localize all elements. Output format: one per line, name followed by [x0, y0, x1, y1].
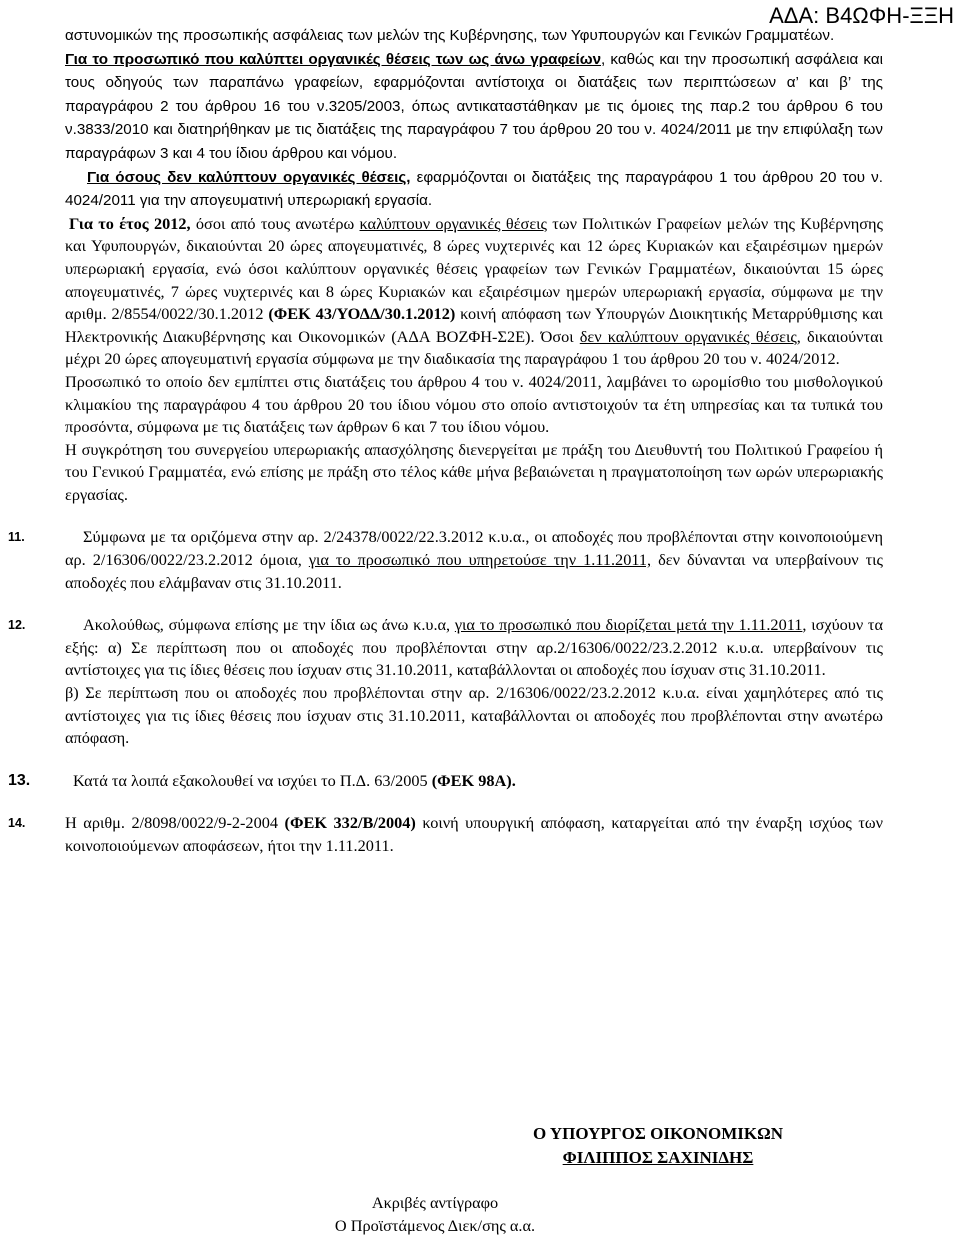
document-body — [8, 24, 884, 858]
item-11-number: 11. — [8, 530, 25, 545]
paragraph-2-text: , καθώς και την προσωπική ασφάλεια και τους οδηγούς των παραπάνω γραφείων, εφαρμόζονται αντίστοιχα οι διατάξεις των περιπτώσεων α’ και β’ της παραγράφου 2 του άρθρου 16 του ν.3205/2003, όπως αντικαταστάθηκαν με τις όμοιες της παρ.2 του άρθρου 6 του ν.3833/2010 και διατηρήθηκαν με τις διατάξεις της παραγράφου 7 του άρθρου 20 του ν. 4024/2011 με την επιφύλαξη των παραγράφων 3 και 4 του ίδιου άρθρου και νόμου. — [65, 50, 883, 162]
item-14-text-b: κοινή υπουργική απόφαση, καταργείται από την έναρξη ισχύος των κοινοποιούμενων αποφάσεων, ήτοι την 1.11.2011. — [65, 813, 884, 855]
item-11-underline: για το προσωπικό που υπηρετούσε την 1.11.2011, — [308, 550, 652, 570]
paragraph-5: Προσωπικό το οποίο δεν εμπίπτει στις διατάξεις του άρθρου 4 του ν. 4024/2011, λαμβάνει το ωρομίσθιο του μισθολογικού κλιμακίου της παραγράφου 4 του άρθρου 20 του ίδιου νόμου στο οποίο αντιστοιχούν τα έτη υπηρεσίας και τα τυπικά του προσόντα, σύμφωνα με τις διατάξεις των άρθρων 6 και 7 του ίδιου νόμου. — [65, 371, 883, 437]
paragraph-4-text-d: , δικαιούνται μέχρι 20 ώρες απογευματινή εργασία σύμφωνα με την διαδικασία της παραγράφου 1 του άρθρου 20 του ν. 4024/2012. — [65, 326, 883, 369]
item-11-text — [65, 526, 883, 594]
item-12-text-rest: , ισχύουν τα εξής: α) Σε περίπτωση που οι αποδοχές που προβλέπονται στην αρ.2/16306/0022/23.2.2012 κ.υ.α. υπερβαίνουν τις αντίστοιχες για τις ίδιες θέσεις που ίσχυαν στις 31.10.2011, καταβάλλονται οι αποδοχές που ίσχυαν στις 31.10.2011. — [65, 615, 884, 680]
paragraph-4-lead: Για το έτος 2012, — [69, 213, 191, 233]
paragraph-4-underline-a: καλύπτουν οργανικές θέσεις — [359, 213, 547, 233]
paragraph-3 — [65, 166, 883, 213]
paragraph-3-text: εφαρμόζονται οι διατάξεις της παραγράφου 1 του άρθρου 20 του ν. 4024/2011 για την απογευματινή υπερωριακή εργασία. — [65, 168, 883, 210]
signature-block — [498, 1122, 818, 1170]
paragraph-3-lead: Για όσους δεν καλύπτουν οργανικές θέσεις, — [87, 168, 411, 186]
item-14-text-a: Η αριθμ. 2/8098/0022/9-2-2004 — [65, 813, 285, 833]
item-14-number: 14. — [8, 816, 26, 831]
item-14-fek: (ΦΕΚ 332/Β/2004) — [284, 813, 416, 833]
item-12-underline: για το προσωπικό που διορίζεται μετά την 1.11.2011 — [454, 615, 803, 635]
paragraph-1-text: αστυνομικών της προσωπικής ασφάλειας των μελών της Κυβέρνησης, των Υφυπουργών και Γενικών Γραμματέων. — [65, 27, 835, 44]
certified-copy-label: Ακριβές αντίγραφο — [371, 1193, 499, 1212]
item-11-text-b: δεν δύνανται να υπερβαίνουν τις αποδοχές που ελάμβαναν στις 31.10.2011. — [65, 550, 884, 592]
certified-copy-block — [305, 1192, 565, 1237]
paragraph-6: Η συγκρότηση του συνεργείου υπερωριακής απασχόλησης διενεργείται με πράξη του Διευθυντή του Πολιτικού Γραφείου ή του Γενικού Γραμματέα, ενώ επίσης με πράξη στο τέλος κάθε μήνα βεβαιώνεται η πραγματοποίηση των ωρών υπερωριακής εργασίας. — [65, 439, 883, 504]
paragraph-4-text-b: των Πολιτικών Γραφείων μελών της Κυβέρνησης και Υφυπουργών, δικαιούνται 20 ώρες απογευματινές, 8 ώρες νυχτερινές και 12 ώρες Κυριακών και εξαιρέσιμων ημερών υπερωριακή εργασία, ενώ όσοι καλύπτουν οργανικές θέσεις γραφείων των Γενικών Γραμματέων, δικαιούνται 15 ώρες απογευματινές, 7 ώρες νυχτερινές και 8 ώρες Κυριακών και εξαιρέσιμων ημερών υπερωριακή εργασία, σύμφωνα με την αριθμ. 2/8554/0022/30.1.2012 — [65, 213, 883, 324]
paragraph-4-text-c: κοινή απόφαση των Υπουργών Διοικητικής Μεταρρύθμισης και Ηλεκτρονικής Διακυβέρνησης και Οικονομικών (ΑΔΑ ΒΟΖΦΗ-Σ2Ε). Όσοι — [65, 304, 883, 346]
item-11 — [8, 526, 884, 594]
item-13-text — [65, 770, 883, 793]
item-14 — [8, 812, 884, 857]
paragraph-4 — [65, 213, 883, 371]
item-11-text-a: Σύμφωνα με τα οριζόμενα στην αρ. 2/24378/0022/22.3.2012 κ.υ.α., οι αποδοχές που προβλέπονται στην κοινοποιούμενη αρ. 2/16306/0022/23.2.2012 όμοια, — [65, 527, 883, 570]
item-13-number: 13. — [8, 771, 31, 789]
item-12 — [8, 614, 884, 750]
paragraph-2 — [65, 48, 883, 166]
item-14-text — [65, 812, 883, 857]
paragraph-4-underline-b: δεν καλύπτουν οργανικές θέσεις — [579, 326, 797, 346]
item-12-text-a — [65, 614, 883, 682]
signature-title: Ο ΥΠΟΥΡΓΟΣ ΟΙΚΟΝΟΜΙΚΩΝ — [532, 1124, 784, 1143]
item-13 — [8, 770, 883, 793]
paragraph-2-lead: Για το προσωπικό που καλύπτει οργανικές θέσεις των ως άνω γραφείων — [65, 50, 602, 68]
certified-copy-head: Ο Προϊστάμενος Διεκ/σης α.α. — [334, 1215, 536, 1235]
signature-name: ΦΙΛΙΠΠΟΣ ΣΑΧΙΝΙΔΗΣ — [562, 1148, 754, 1167]
paragraph-4-fek: (ΦΕΚ 43/ΥΟΔΔ/30.1.2012) — [268, 304, 456, 324]
item-12-text-b: β) Σε περίπτωση που οι αποδοχές που προβλέπονται στην αρ. 2/16306/0022/23.2.2012 κ.υ.α. είναι χαμηλότερες από τις αντίστοιχες για τις ίδιες θέσεις που ίσχυαν στις 31.10.2011, καταβάλλονται οι αποδοχές που προβλέπονται στην ανωτέρω απόφαση. — [65, 683, 883, 748]
paragraph-1 — [65, 24, 883, 48]
item-13-text-a: Κατά τα λοιπά εξακολουθεί να ισχύει το Π.Δ. 63/2005 — [73, 770, 432, 790]
item-13-fek: (ΦΕΚ 98Α). — [431, 770, 516, 790]
paragraph-4-text-a: όσοι από τους ανωτέρω — [190, 213, 360, 233]
ada-code: ΑΔΑ: Β4ΩΦΗ-ΞΞΗ — [769, 3, 954, 28]
item-12-text-lead: Ακολούθως, σύμφωνα επίσης με την ίδια ως άνω κ.υ.α, — [83, 615, 455, 635]
item-12-number: 12. — [8, 618, 26, 633]
